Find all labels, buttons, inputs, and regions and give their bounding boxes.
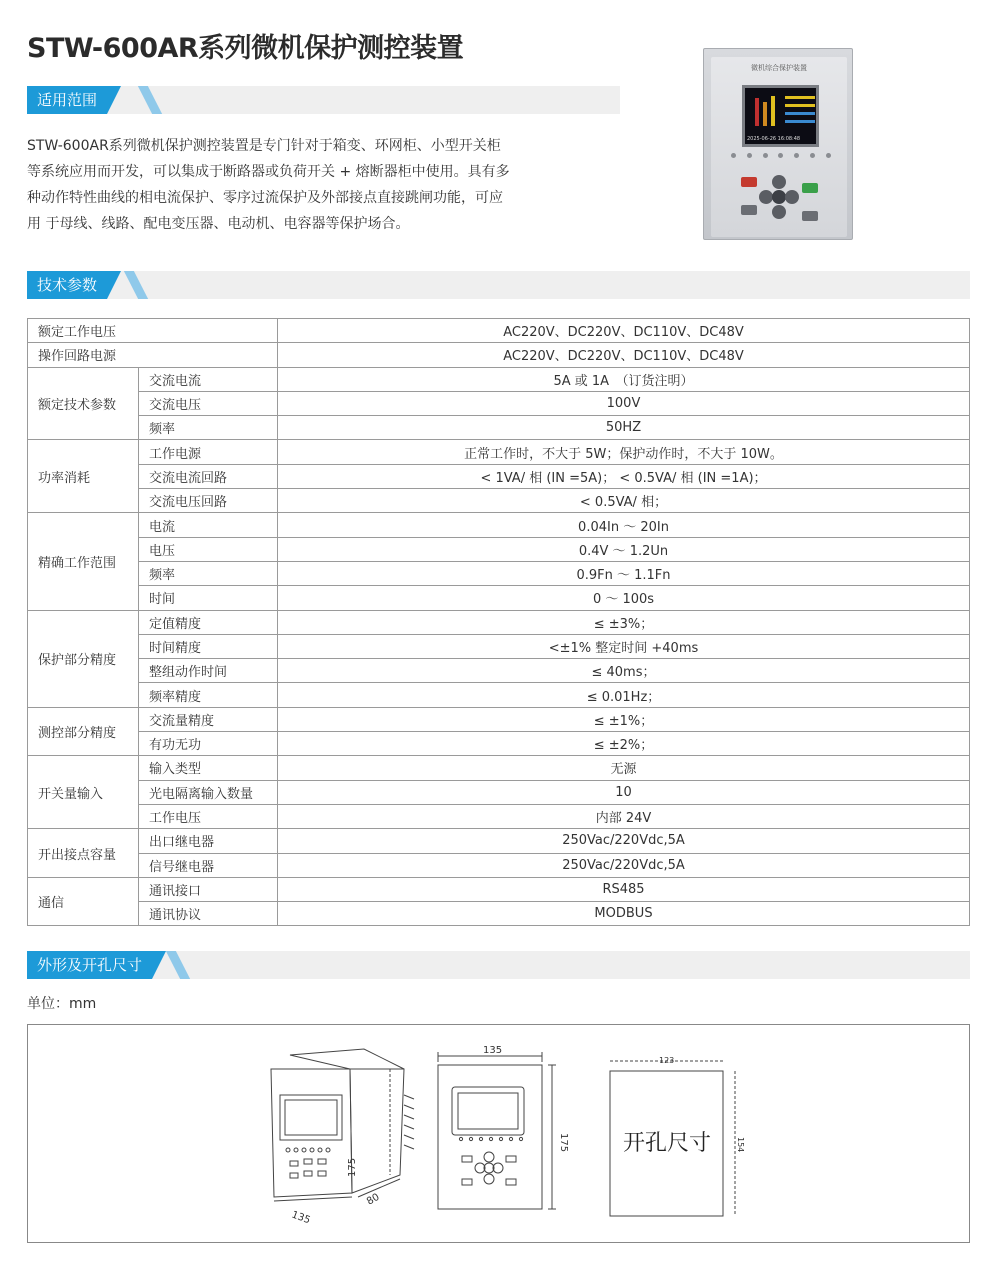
table-row bbox=[28, 319, 970, 343]
spec-item-cell: 定值精度 bbox=[139, 610, 278, 634]
section-stripe bbox=[166, 951, 190, 979]
spec-group-cell: 测控部分精度 bbox=[28, 707, 139, 756]
device-nav-left bbox=[759, 190, 773, 204]
table-row bbox=[28, 489, 970, 513]
unit-label: 单位：mm bbox=[27, 996, 97, 1012]
table-row bbox=[28, 343, 970, 367]
device-led-row bbox=[731, 153, 831, 161]
spec-item-cell: 出口继电器 bbox=[139, 829, 278, 853]
spec-value-cell: 100V bbox=[278, 391, 970, 415]
spec-item-cell: 工作电压 bbox=[139, 804, 278, 828]
spec-value-cell: 0.9Fn ～ 1.1Fn bbox=[278, 561, 970, 585]
table-row bbox=[28, 464, 970, 488]
spec-item-cell: 交流量精度 bbox=[139, 707, 278, 731]
table-row bbox=[28, 610, 970, 634]
spec-item-cell: 频率 bbox=[139, 561, 278, 585]
spec-item-cell: 光电隔离输入数量 bbox=[139, 780, 278, 804]
spec-value-cell: 250Vac/220Vdc,5A bbox=[278, 829, 970, 853]
spec-value-cell: 无源 bbox=[278, 756, 970, 780]
iso-width-dim bbox=[274, 1197, 352, 1201]
front-height-label: 175 bbox=[558, 1133, 569, 1153]
section-stripe bbox=[124, 271, 148, 299]
section-stripe bbox=[138, 86, 162, 114]
table-row bbox=[28, 391, 970, 415]
intro-line: 种动作特性曲线的相电流保护、零序过流保护及外部接点直接跳闸功能，可应 bbox=[27, 190, 503, 206]
spec-value-cell: < 1VA/ 相 (IN =5A)； < 0.5VA/ 相 (IN =1A)； bbox=[278, 464, 970, 488]
spec-value-cell: MODBUS bbox=[278, 902, 970, 926]
spec-value-cell: ≤ 0.01Hz； bbox=[278, 683, 970, 707]
spec-value-cell: 正常工作时，不大于 5W；保护动作时，不大于 10W。 bbox=[278, 440, 970, 464]
table-row bbox=[28, 440, 970, 464]
spec-group-cell: 精确工作范围 bbox=[28, 513, 139, 610]
spec-value-cell: 内部 24V bbox=[278, 804, 970, 828]
spec-value-cell: <±1% 整定时间 +40ms bbox=[278, 634, 970, 658]
spec-group-cell: 开关量输入 bbox=[28, 756, 139, 829]
spec-item-cell: 整组动作时间 bbox=[139, 659, 278, 683]
table-row bbox=[28, 756, 970, 780]
spec-value-cell: AC220V、DC220V、DC110V、DC48V bbox=[278, 319, 970, 343]
spec-value-cell: < 0.5VA/ 相； bbox=[278, 489, 970, 513]
device-panel-title: 微机综合保护装置 bbox=[751, 64, 807, 72]
spec-item-cell: 时间 bbox=[139, 586, 278, 610]
spec-value-cell: RS485 bbox=[278, 877, 970, 901]
table-row bbox=[28, 732, 970, 756]
table-row bbox=[28, 513, 970, 537]
table-row bbox=[28, 659, 970, 683]
spec-item-cell: 有功无功 bbox=[139, 732, 278, 756]
section-bar-tech bbox=[27, 271, 970, 299]
iso-height-label: 175 bbox=[347, 1157, 358, 1177]
table-row bbox=[28, 367, 970, 391]
cutout-width-label: 123 bbox=[659, 1056, 675, 1065]
device-nav-down bbox=[772, 205, 786, 219]
spec-item-cell: 通讯接口 bbox=[139, 877, 278, 901]
spec-value-cell: 0 ～ 100s bbox=[278, 586, 970, 610]
cutout-label: 开孔尺寸 bbox=[623, 1131, 712, 1156]
table-row bbox=[28, 804, 970, 828]
iso-front-face bbox=[271, 1069, 352, 1197]
intro-paragraph bbox=[27, 133, 587, 237]
spec-value-cell: 10 bbox=[278, 780, 970, 804]
intro-line: 等系统应用而开发，可以集成于断路器或负荷开关 + 熔断器柜中使用。具有多 bbox=[27, 164, 510, 180]
device-nav-center bbox=[772, 190, 786, 204]
spec-group-cell: 额定技术参数 bbox=[28, 367, 139, 440]
table-row bbox=[28, 902, 970, 926]
section-label-tech: 技术参数 bbox=[27, 271, 107, 299]
iso-screen bbox=[280, 1095, 342, 1140]
iso-side-face bbox=[350, 1069, 404, 1193]
spec-group-cell: 功率消耗 bbox=[28, 440, 139, 513]
spec-item-cell: 工作电源 bbox=[139, 440, 278, 464]
spec-item-cell: 信号继电器 bbox=[139, 853, 278, 877]
spec-value-cell: ≤ ±1%； bbox=[278, 707, 970, 731]
device-nav-up bbox=[772, 175, 786, 189]
spec-item-cell: 交流电压 bbox=[139, 391, 278, 415]
table-row bbox=[28, 416, 970, 440]
spec-item-cell: 交流电流 bbox=[139, 367, 278, 391]
intro-line: STW-600AR系列微机保护测控装置是专门针对于箱变、环网柜、小型开关柜 bbox=[27, 138, 501, 154]
table-row bbox=[28, 829, 970, 853]
device-red-key bbox=[741, 177, 757, 187]
table-row bbox=[28, 537, 970, 561]
spec-value-cell: ≤ ±3%； bbox=[278, 610, 970, 634]
spec-value-cell: 0.4V ～ 1.2Un bbox=[278, 537, 970, 561]
section-label-dims: 外形及开孔尺寸 bbox=[27, 951, 152, 979]
front-width-label: 135 bbox=[483, 1045, 503, 1056]
spec-value-cell: 0.04In ～ 20In bbox=[278, 513, 970, 537]
table-row bbox=[28, 780, 970, 804]
device-grey-key bbox=[741, 205, 757, 215]
front-screen bbox=[452, 1087, 524, 1135]
spec-group-cell: 开出接点容量 bbox=[28, 829, 139, 878]
device-screen-time: 2025-06-26 16:08:48 bbox=[747, 136, 801, 142]
table-row bbox=[28, 853, 970, 877]
spec-value-cell: ≤ ±2%； bbox=[278, 732, 970, 756]
cutout-height-label: 154 bbox=[736, 1137, 745, 1153]
table-row bbox=[28, 877, 970, 901]
iso-top-face bbox=[290, 1049, 404, 1069]
device-nav-right bbox=[785, 190, 799, 204]
spec-item-cell: 交流电流回路 bbox=[139, 464, 278, 488]
dimension-drawings bbox=[28, 1025, 969, 1242]
spec-group-cell: 保护部分精度 bbox=[28, 610, 139, 707]
table-row bbox=[28, 683, 970, 707]
spec-item-cell: 频率 bbox=[139, 416, 278, 440]
device-green-key bbox=[802, 183, 818, 193]
dimension-drawing-box bbox=[27, 1024, 970, 1243]
spec-value-cell: 50HZ bbox=[278, 416, 970, 440]
spec-item-cell: 时间精度 bbox=[139, 634, 278, 658]
page-title: STW-600AR系列微机保护测控装置 bbox=[27, 33, 464, 64]
device-screen bbox=[742, 85, 819, 147]
spec-item-cell: 频率精度 bbox=[139, 683, 278, 707]
table-row bbox=[28, 634, 970, 658]
table-row bbox=[28, 707, 970, 731]
spec-value-cell: AC220V、DC220V、DC110V、DC48V bbox=[278, 343, 970, 367]
section-bar-dims bbox=[27, 951, 970, 979]
iso-width-label: 135 bbox=[289, 1209, 312, 1227]
spec-item-cell: 电流 bbox=[139, 513, 278, 537]
spec-item-cell: 输入类型 bbox=[139, 756, 278, 780]
table-row bbox=[28, 586, 970, 610]
spec-value-cell: 5A 或 1A （订货注明） bbox=[278, 367, 970, 391]
section-label-scope: 适用范围 bbox=[27, 86, 107, 114]
device-photo bbox=[703, 48, 853, 240]
table-row bbox=[28, 561, 970, 585]
spec-item-cell: 通讯协议 bbox=[139, 902, 278, 926]
spec-group-cell: 操作回路电源 bbox=[28, 343, 278, 367]
spec-value-cell: 250Vac/220Vdc,5A bbox=[278, 853, 970, 877]
spec-value-cell: ≤ 40ms； bbox=[278, 659, 970, 683]
section-bar-scope bbox=[27, 86, 620, 114]
device-grey-key bbox=[802, 211, 818, 221]
spec-item-cell: 交流电压回路 bbox=[139, 489, 278, 513]
spec-item-cell: 电压 bbox=[139, 537, 278, 561]
iso-depth-label: 80 bbox=[365, 1191, 382, 1208]
intro-line: 用 于母线、线路、配电变压器、电动机、电容器等保护场合。 bbox=[27, 216, 410, 232]
spec-table bbox=[27, 318, 970, 926]
spec-group-cell: 额定工作电压 bbox=[28, 319, 278, 343]
spec-group-cell: 通信 bbox=[28, 877, 139, 926]
